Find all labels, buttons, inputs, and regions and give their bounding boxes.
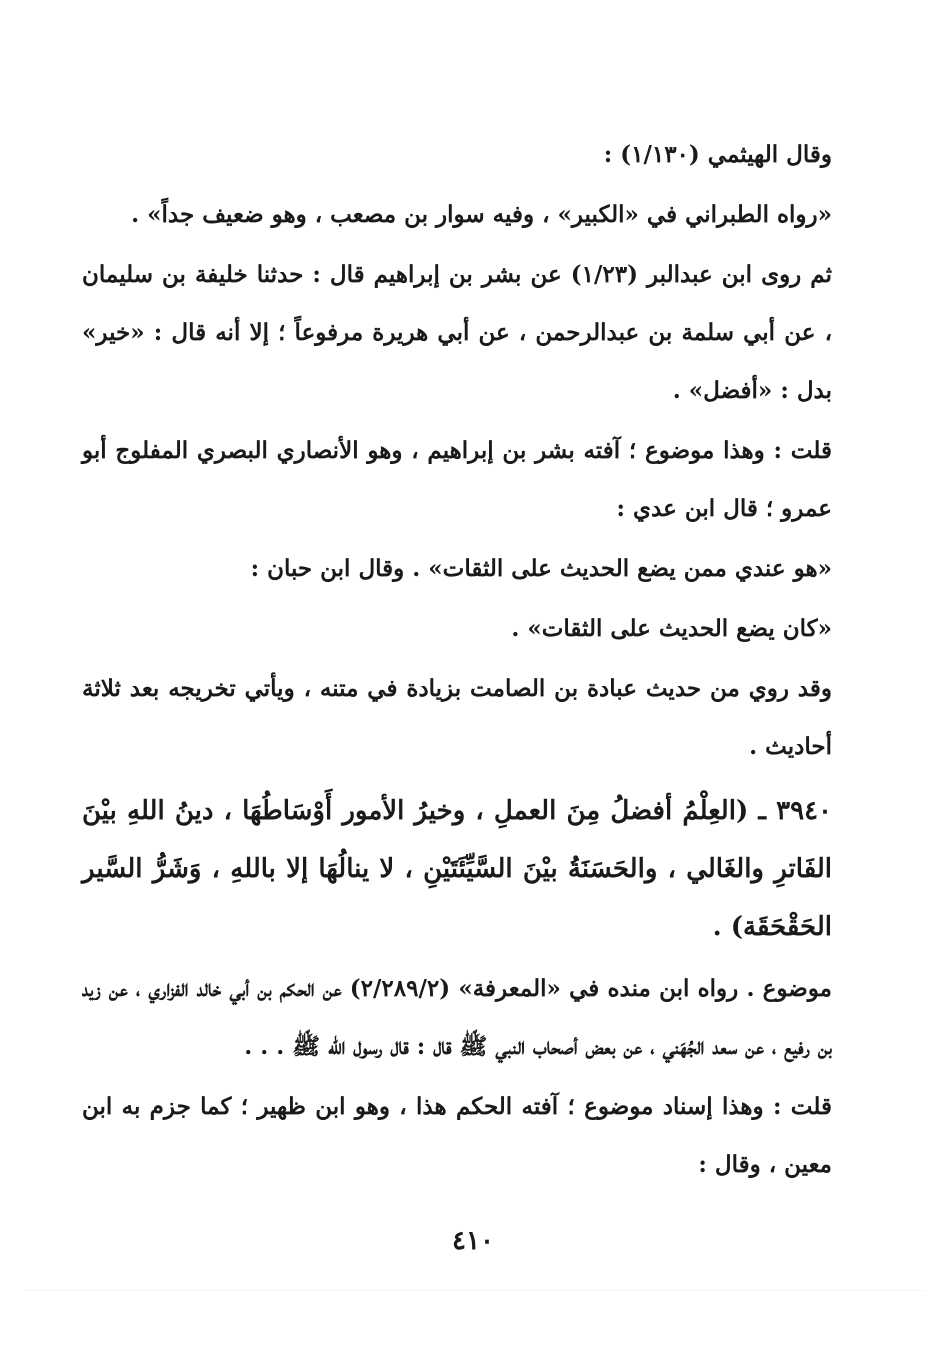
- paragraph-ubada-note: وقد روي من حديث عبادة بن الصامت بزيادة في متنه ، ويأتي تخريجه بعد ثلاثة أحاديث .: [82, 675, 832, 760]
- page-edge-line: [25, 1290, 925, 1291]
- paragraph-ibn-hibban-quote: «كان يضع الحديث على الثقات» .: [511, 615, 832, 642]
- page-number: ٤١٠: [452, 1226, 494, 1256]
- paragraph-ibn-abdulbarr: ثم روى ابن عبدالبر (١/٢٣) عن بشر بن إبراهيم قال : حدثنا خليفة بن سليمان ، عن أبي سلمة بن عبدالرحمن ، عن أبي هريرة مرفوعاً ؛ إلا أنه قال : «خير» بدل : «أفضل» .: [82, 261, 833, 404]
- paragraph-haythami: وقال الهيثمي (١/١٣٠) :: [603, 141, 832, 168]
- paragraph-ibn-adi-quote: «هو عندي ممن يضع الحديث على الثقات» . وقال ابن حبان :: [250, 555, 832, 582]
- page-body: [82, 126, 832, 1196]
- paragraph-ibn-mandah: موضوع . رواه ابن منده في «المعرفة» (٢/٢٨٩/٢) عن الحكم بن أبي خالد الفزاري ، عن زيد بن رفيع ، عن سعد الجُهَني ، عن بعض أصحاب النبي ﷺ قال : قال رسول الله ﷺ . . .: [82, 975, 832, 1060]
- paragraph-verdict-hakam: قلت : وهذا إسناد موضوع ؛ آفته الحكم هذا ، وهو ابن ظهير ؛ كما جزم به ابن معين ، وقال :: [82, 1093, 832, 1178]
- paragraph-tabarani-quote: «رواه الطبراني في «الكبير» ، وفيه سوار بن مصعب ، وهو ضعيف جداً» .: [131, 201, 832, 228]
- paragraph-verdict-bishr: قلت : وهذا موضوع ؛ آفته بشر بن إبراهيم ، وهو الأنصاري البصري المفلوج أبو عمرو ؛ قال ابن عدي :: [82, 437, 832, 522]
- hadith-3940-text: ٣٩٤٠ ـ (العِلْمُ أفضلُ مِنَ العملِ ، وخيرُ الأمور أَوْسَاطُهَا ، دينُ اللهِ بيْنَ الفَاترِ والغَالي ، والحَسَنَةُ بيْنَ السَّيِّئَتَيْنِ ، لا ينالُهَا إلا باللهِ ، وَشَرُّ السَّير الحَقْحَقَة) .: [82, 796, 832, 942]
